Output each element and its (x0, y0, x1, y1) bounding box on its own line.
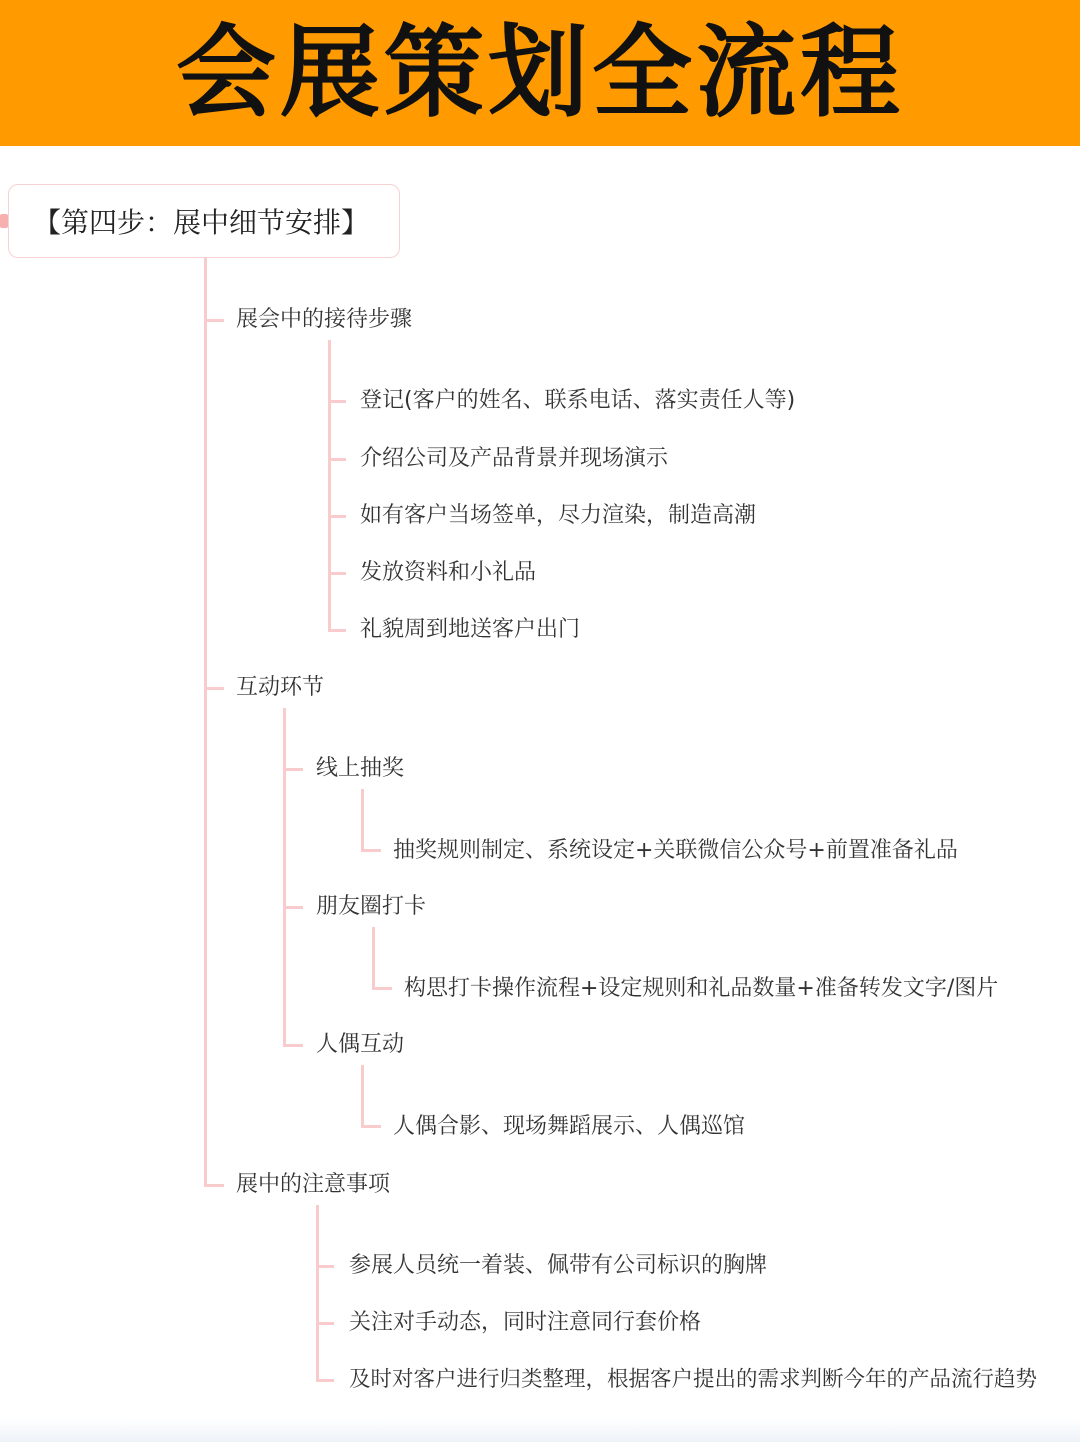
section-connector (204, 687, 224, 690)
section-reception-steps[interactable]: 展会中的接待步骤 (236, 307, 413, 332)
title-banner (0, 0, 1080, 146)
branch-connector (283, 708, 286, 1046)
leaf-connector (361, 849, 381, 852)
trunk-connector (204, 258, 207, 1186)
leaf-trunk-connector (361, 1065, 364, 1127)
section-precautions[interactable]: 展中的注意事项 (236, 1172, 391, 1197)
leaf-connector (372, 987, 392, 990)
list-item[interactable]: 登记(客户的姓名、联系电话、落实责任人等) (360, 388, 796, 413)
list-item[interactable]: 构思打卡操作流程+设定规则和礼品数量+准备转发文字/图片 (404, 976, 999, 1001)
root-node[interactable] (8, 184, 400, 258)
group-moments-checkin[interactable]: 朋友圈打卡 (316, 894, 427, 919)
group-connector (283, 768, 303, 771)
leaf-connector (328, 400, 346, 403)
branch-connector (328, 340, 331, 631)
section-interaction[interactable]: 互动环节 (236, 675, 325, 700)
leaf-connector (328, 572, 346, 575)
list-item[interactable]: 如有客户当场签单，尽力渲染，制造高潮 (360, 503, 757, 528)
list-item[interactable]: 及时对客户进行归类整理，根据客户提出的需求判断今年的产品流行趋势 (349, 1367, 1038, 1392)
leaf-connector (316, 1265, 334, 1268)
section-connector (204, 319, 224, 322)
bottom-fade (0, 1418, 1080, 1442)
branch-connector (316, 1205, 319, 1381)
leaf-connector (361, 1125, 381, 1128)
list-item[interactable]: 介绍公司及产品背景并现场演示 (360, 446, 669, 471)
leaf-trunk-connector (372, 927, 375, 989)
list-item[interactable]: 抽奖规则制定、系统设定+关联微信公众号+前置准备礼品 (393, 838, 958, 863)
leaf-connector (316, 1322, 334, 1325)
leaf-connector (316, 1379, 334, 1382)
root-node-label: 【第四步：展中细节安排】 (33, 206, 370, 239)
list-item[interactable]: 发放资料和小礼品 (360, 560, 537, 585)
group-online-lottery[interactable]: 线上抽奖 (316, 756, 405, 781)
root-connector-stub (0, 214, 8, 228)
group-connector (283, 1044, 303, 1047)
leaf-trunk-connector (361, 789, 364, 851)
page-title: 会展策划全流程 (176, 14, 904, 131)
group-connector (283, 906, 303, 909)
group-mascot-interaction[interactable]: 人偶互动 (316, 1032, 405, 1057)
list-item[interactable]: 关注对手动态，同时注意同行套价格 (349, 1310, 702, 1335)
leaf-connector (328, 629, 346, 632)
leaf-connector (328, 515, 346, 518)
list-item[interactable]: 人偶合影、现场舞蹈展示、人偶巡馆 (393, 1114, 746, 1139)
list-item[interactable]: 礼貌周到地送客户出门 (360, 617, 581, 642)
list-item[interactable]: 参展人员统一着装、佩带有公司标识的胸牌 (349, 1253, 768, 1278)
section-connector (204, 1184, 224, 1187)
leaf-connector (328, 458, 346, 461)
